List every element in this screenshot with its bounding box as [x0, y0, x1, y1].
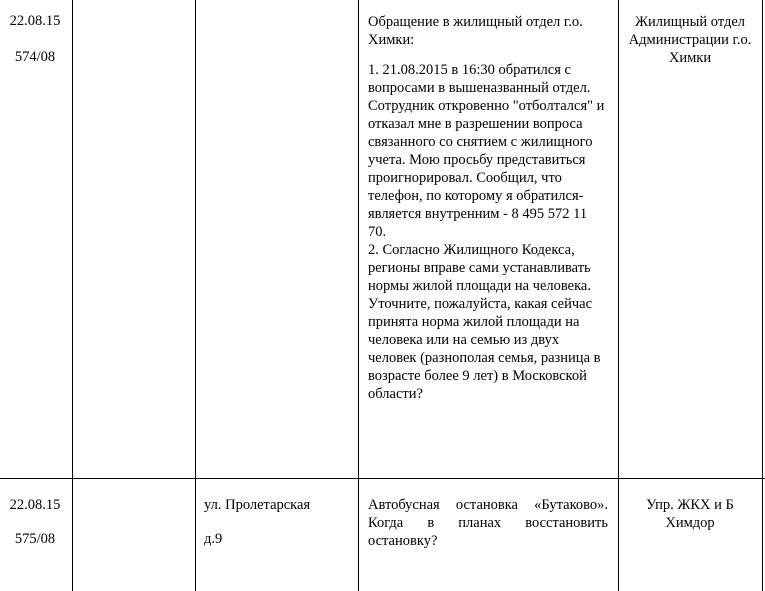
content-cell	[368, 496, 608, 550]
column-divider	[358, 0, 359, 591]
number-cell	[0, 530, 70, 548]
column-divider	[618, 0, 619, 591]
registration-number: 575/08	[14, 531, 56, 547]
date-value: 22.08.15	[9, 13, 61, 29]
house-number: д.9	[204, 531, 223, 547]
row-divider	[0, 478, 765, 479]
column-divider	[762, 0, 763, 591]
content-cell	[368, 13, 608, 403]
street-address: ул. Пролетарская	[204, 497, 311, 513]
date-cell	[0, 496, 70, 514]
recipient-name: Упр. ЖКХ и Б Химдор	[646, 497, 734, 531]
recipient-cell	[624, 13, 756, 67]
content-paragraph: Автобусная остановка «Бутаково». Когда в планах восстановить остановку?	[368, 497, 608, 549]
address-cell	[204, 496, 354, 514]
column-divider	[195, 0, 196, 591]
address-cell	[204, 530, 354, 548]
date-cell	[0, 12, 70, 30]
content-paragraph: Сотрудник откровенно "отболтался" и отказал мне в разрешении вопроса связанного со снятием с жилищного учета. Мою просьбу представиться проигнорировал. Сообщил, что телефон, по которому я обратился- является внутренним - 8 495 572 11 70.	[368, 98, 605, 240]
content-paragraph: 2. Согласно Жилищного Кодекса, регионы вправе сами устанавливать нормы жилой площади на человека. Уточните, пожалуйста, какая сейчас принята норма жилой площади на человека или на семью из двух человек (разнополая семья, разница в возрасте более 9 лет) в Московской области?	[368, 242, 601, 402]
registration-number: 574/08	[14, 49, 56, 65]
date-value: 22.08.15	[9, 497, 61, 513]
content-title: Обращение в жилищный отдел г.о. Химки:	[368, 14, 583, 48]
content-paragraph: 1. 21.08.2015 в 16:30 обратился с вопросами в вышеназванный отдел.	[368, 62, 591, 96]
recipient-cell	[624, 496, 756, 532]
column-divider	[72, 0, 73, 591]
number-cell	[0, 48, 70, 66]
recipient-name: Жилищный отдел Администрации г.о. Химки	[628, 14, 752, 66]
